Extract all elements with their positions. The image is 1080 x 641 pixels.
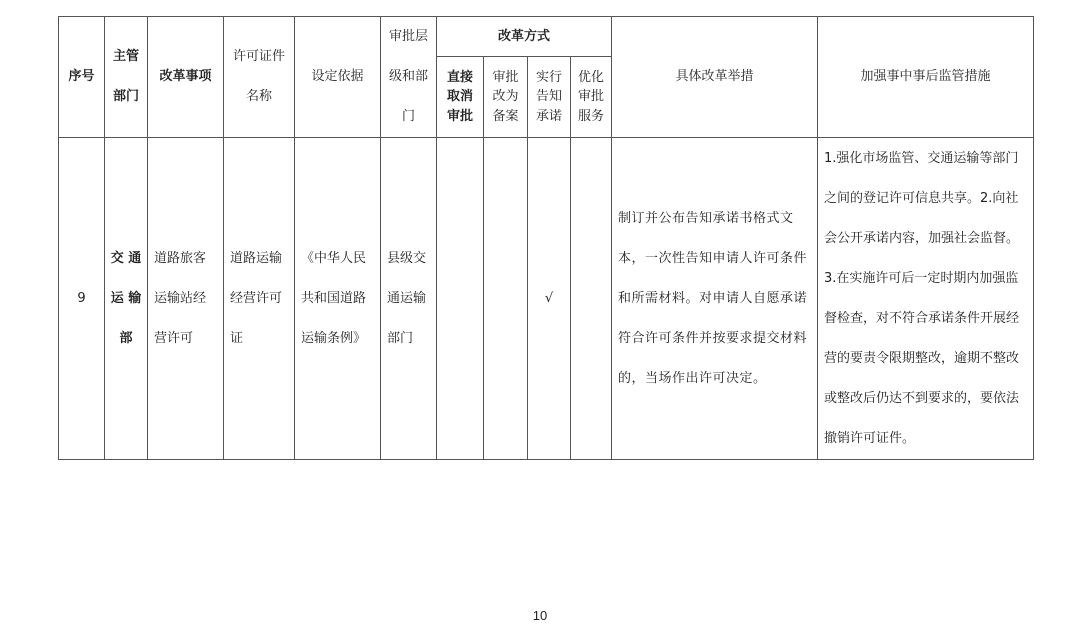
reform-table	[58, 16, 1034, 460]
row-level: 县级交 通运输 部门	[381, 138, 437, 460]
header-method-optimize: 优化 审批 服务	[571, 57, 612, 138]
header-measures: 具体改革举措	[612, 17, 818, 138]
header-license: 许可证件 名称	[224, 17, 295, 138]
row-basis: 《中华人民 共和国道路 运输条例》	[295, 138, 381, 460]
header-method: 改革方式	[437, 17, 612, 57]
header-supervision: 加强事中事后监管措施	[818, 17, 1034, 138]
header-seq: 序号	[59, 17, 105, 138]
row-dept: 交 通 运 输 部	[105, 138, 148, 460]
header-method-filing: 审批 改为 备案	[484, 57, 528, 138]
header-method-commitment: 实行 告知 承诺	[528, 57, 571, 138]
row-mark-commitment: √	[528, 138, 571, 460]
page-number: 10	[532, 608, 548, 623]
row-supervision: 1.强化市场监管、交通运输等部门之间的登记许可信息共享。2.向社会公开承诺内容，加强社会监督。3.在实施许可后一定时期内加强监督检查，对不符合承诺条件开展经营的要责令限期整改，逾期不整改或整改后仍达不到要求的，要依法撤销许可证件。	[818, 138, 1034, 460]
row-mark-cancel	[437, 138, 484, 460]
header-item: 改革事项	[148, 17, 224, 138]
row-mark-optimize	[571, 138, 612, 460]
header-dept: 主管 部门	[105, 17, 148, 138]
table-row	[59, 138, 1034, 460]
row-mark-filing	[484, 138, 528, 460]
row-measures: 制订并公布告知承诺书格式文本，一次性告知申请人许可条件和所需材料。对申请人自愿承诺符合许可条件并按要求提交材料的，当场作出许可决定。	[612, 138, 818, 460]
header-basis: 设定依据	[295, 17, 381, 138]
row-item: 道路旅客 运输站经 营许可	[148, 138, 224, 460]
header-level: 审批层 级和部 门	[381, 17, 437, 138]
header-method-cancel: 直接 取消 审批	[437, 57, 484, 138]
row-license: 道路运输 经营许可 证	[224, 138, 295, 460]
row-seq: 9	[59, 138, 105, 460]
